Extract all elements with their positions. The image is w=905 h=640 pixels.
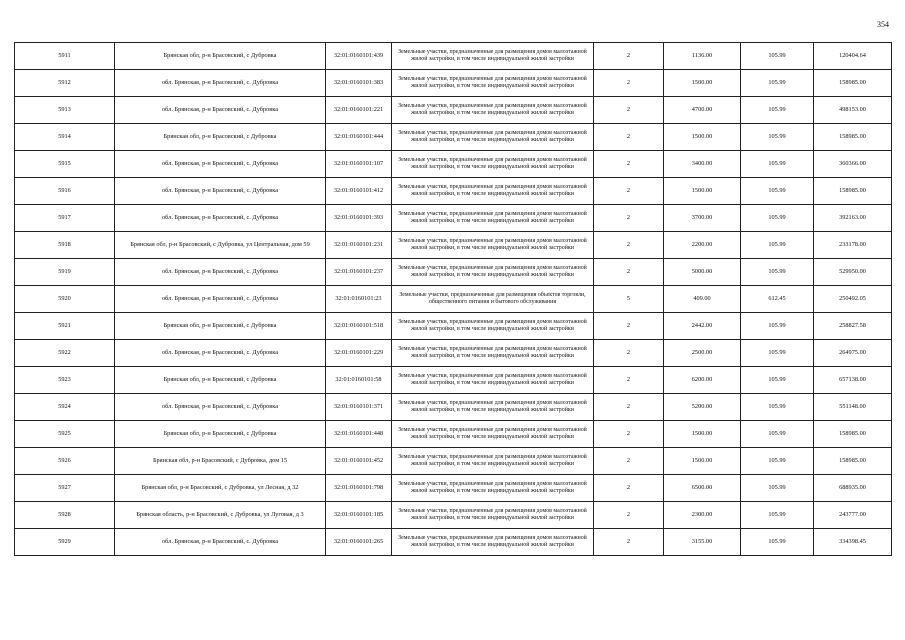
use-group-cell: 2 (594, 151, 664, 178)
address-cell: обл. Брянская, р-н Брасовский, с. Дубровка (115, 151, 326, 178)
cadastral-value-cell: 243777.00 (814, 502, 892, 529)
specific-value-cell: 105.99 (741, 97, 814, 124)
cadastral-value-cell: 392163.00 (814, 205, 892, 232)
address-cell: обл. Брянская, р-н Брасовский, с. Дубровка (115, 529, 326, 556)
cadastral-number-cell: 32:01:0160101:448 (326, 421, 392, 448)
land-use-purpose-cell: Земельные участки, предназначенные для размещения объектов торговли, общественного питания и бытового обслуживания (392, 286, 594, 313)
area-cell: 2200.00 (664, 232, 741, 259)
use-group-cell: 2 (594, 70, 664, 97)
specific-value-cell: 105.99 (741, 151, 814, 178)
address-cell: Брянская область, р-н Брасовский, с Дубровка, ул Луговая, д 3 (115, 502, 326, 529)
specific-value-cell: 105.99 (741, 502, 814, 529)
row-number-cell: 5915 (15, 151, 115, 178)
row-number-cell: 5912 (15, 70, 115, 97)
use-group-cell: 2 (594, 259, 664, 286)
use-group-cell: 2 (594, 124, 664, 151)
cadastral-number-cell: 32:01:0160101:237 (326, 259, 392, 286)
cadastral-number-cell: 32:01:0160101:231 (326, 232, 392, 259)
table-row (15, 178, 892, 205)
use-group-cell: 2 (594, 178, 664, 205)
cadastral-number-cell: 32:01:0160101:23 (326, 286, 392, 313)
area-cell: 5200.00 (664, 394, 741, 421)
use-group-cell: 2 (594, 502, 664, 529)
specific-value-cell: 105.99 (741, 124, 814, 151)
cadastral-number-cell: 32:01:0160101:439 (326, 43, 392, 70)
row-number-cell: 5928 (15, 502, 115, 529)
table-row (15, 367, 892, 394)
cadastral-number-cell: 32:01:0160101:265 (326, 529, 392, 556)
cadastral-value-cell: 264975.00 (814, 340, 892, 367)
page-number: 354 (877, 20, 889, 29)
land-use-purpose-cell: Земельные участки, предназначенные для размещения домов малоэтажной жилой застройки, в том числе индивидуальной жилой застройки (392, 394, 594, 421)
row-number-cell: 5919 (15, 259, 115, 286)
land-use-purpose-cell: Земельные участки, предназначенные для размещения домов малоэтажной жилой застройки, в том числе индивидуальной жилой застройки (392, 313, 594, 340)
area-cell: 6200.00 (664, 367, 741, 394)
row-number-cell: 5927 (15, 475, 115, 502)
cadastral-number-cell: 32:01:0160101:518 (326, 313, 392, 340)
table-row (15, 448, 892, 475)
specific-value-cell: 105.99 (741, 205, 814, 232)
row-number-cell: 5924 (15, 394, 115, 421)
table-row (15, 502, 892, 529)
specific-value-cell: 105.99 (741, 475, 814, 502)
cadastral-number-cell: 32:01:0160101:452 (326, 448, 392, 475)
land-use-purpose-cell: Земельные участки, предназначенные для размещения домов малоэтажной жилой застройки, в том числе индивидуальной жилой застройки (392, 529, 594, 556)
area-cell: 1500.00 (664, 421, 741, 448)
specific-value-cell: 105.99 (741, 313, 814, 340)
row-number-cell: 5913 (15, 97, 115, 124)
address-cell: обл. Брянская, р-н Брасовский, с. Дубровка (115, 97, 326, 124)
address-cell: обл. Брянская, р-н Брасовский, с. Дубровка (115, 286, 326, 313)
address-cell: Брянская обл, р-н Брасовский, с Дубровка, ул Лесная, д 32 (115, 475, 326, 502)
cadastral-value-cell: 688935.00 (814, 475, 892, 502)
cadastral-value-cell: 158985.00 (814, 448, 892, 475)
land-use-purpose-cell: Земельные участки, предназначенные для размещения домов малоэтажной жилой застройки, в том числе индивидуальной жилой застройки (392, 421, 594, 448)
specific-value-cell: 105.99 (741, 421, 814, 448)
land-use-purpose-cell: Земельные участки, предназначенные для размещения домов малоэтажной жилой застройки, в том числе индивидуальной жилой застройки (392, 448, 594, 475)
cadastral-value-cell: 158985.00 (814, 178, 892, 205)
area-cell: 6500.00 (664, 475, 741, 502)
row-number-cell: 5922 (15, 340, 115, 367)
address-cell: Брянская обл, р-н Брасовский, с Дубровка (115, 43, 326, 70)
area-cell: 2442.00 (664, 313, 741, 340)
address-cell: обл. Брянская, р-н Брасовский, с. Дубровка (115, 178, 326, 205)
area-cell: 2500.00 (664, 340, 741, 367)
row-number-cell: 5916 (15, 178, 115, 205)
row-number-cell: 5926 (15, 448, 115, 475)
area-cell: 1136.00 (664, 43, 741, 70)
use-group-cell: 2 (594, 394, 664, 421)
address-cell: Брянская обл, р-н Брасовский, с Дубровка, ул Центральная, дом 59 (115, 232, 326, 259)
land-use-purpose-cell: Земельные участки, предназначенные для размещения домов малоэтажной жилой застройки, в том числе индивидуальной жилой застройки (392, 151, 594, 178)
area-cell: 1500.00 (664, 448, 741, 475)
land-use-purpose-cell: Земельные участки, предназначенные для размещения домов малоэтажной жилой застройки, в том числе индивидуальной жилой застройки (392, 43, 594, 70)
use-group-cell: 5 (594, 286, 664, 313)
row-number-cell: 5923 (15, 367, 115, 394)
table-row (15, 43, 892, 70)
land-use-purpose-cell: Земельные участки, предназначенные для размещения домов малоэтажной жилой застройки, в том числе индивидуальной жилой застройки (392, 124, 594, 151)
use-group-cell: 2 (594, 340, 664, 367)
use-group-cell: 2 (594, 313, 664, 340)
area-cell: 2300.00 (664, 502, 741, 529)
cadastral-value-cell: 529950.00 (814, 259, 892, 286)
row-number-cell: 5917 (15, 205, 115, 232)
address-cell: Брянская обл, р-н Брасовский, с Дубровка (115, 124, 326, 151)
use-group-cell: 2 (594, 97, 664, 124)
area-cell: 3400.00 (664, 151, 741, 178)
use-group-cell: 2 (594, 529, 664, 556)
cadastral-number-cell: 32:01:0160101:798 (326, 475, 392, 502)
row-number-cell: 5925 (15, 421, 115, 448)
cadastral-number-cell: 32:01:0160101:444 (326, 124, 392, 151)
row-number-cell: 5914 (15, 124, 115, 151)
cadastral-value-cell: 334398.45 (814, 529, 892, 556)
cadastral-value-cell: 360366.00 (814, 151, 892, 178)
cadastral-number-cell: 32:01:0160101:185 (326, 502, 392, 529)
cadastral-number-cell: 32:01:0160101:221 (326, 97, 392, 124)
row-number-cell: 5918 (15, 232, 115, 259)
cadastral-value-cell: 158985.00 (814, 124, 892, 151)
specific-value-cell: 105.99 (741, 340, 814, 367)
address-cell: Брянская обл, р-н Брасовский, с Дубровка (115, 313, 326, 340)
area-cell: 1500.00 (664, 70, 741, 97)
land-use-purpose-cell: Земельные участки, предназначенные для размещения домов малоэтажной жилой застройки, в том числе индивидуальной жилой застройки (392, 367, 594, 394)
area-cell: 3700.00 (664, 205, 741, 232)
table-row (15, 151, 892, 178)
area-cell: 409.00 (664, 286, 741, 313)
specific-value-cell: 105.99 (741, 43, 814, 70)
table-row (15, 259, 892, 286)
table-row (15, 421, 892, 448)
specific-value-cell: 105.99 (741, 367, 814, 394)
area-cell: 1500.00 (664, 124, 741, 151)
address-cell: Брянская обл, р-н Брасовский, с Дубровка (115, 421, 326, 448)
specific-value-cell: 105.99 (741, 232, 814, 259)
use-group-cell: 2 (594, 367, 664, 394)
land-use-purpose-cell: Земельные участки, предназначенные для размещения домов малоэтажной жилой застройки, в том числе индивидуальной жилой застройки (392, 340, 594, 367)
address-cell: обл. Брянская, р-н Брасовский, с. Дубровка (115, 340, 326, 367)
cadastral-value-cell: 250492.05 (814, 286, 892, 313)
table-row (15, 70, 892, 97)
use-group-cell: 2 (594, 232, 664, 259)
cadastral-number-cell: 32:01:0160101:229 (326, 340, 392, 367)
table-row (15, 529, 892, 556)
use-group-cell: 2 (594, 421, 664, 448)
row-number-cell: 5929 (15, 529, 115, 556)
area-cell: 4700.00 (664, 97, 741, 124)
land-use-purpose-cell: Земельные участки, предназначенные для размещения домов малоэтажной жилой застройки, в том числе индивидуальной жилой застройки (392, 205, 594, 232)
cadastral-number-cell: 32:01:0160101:383 (326, 70, 392, 97)
cadastral-value-table (14, 42, 892, 556)
table-row (15, 286, 892, 313)
specific-value-cell: 105.99 (741, 529, 814, 556)
cadastral-value-cell: 158985.00 (814, 70, 892, 97)
table-row (15, 340, 892, 367)
table-body (15, 43, 892, 556)
cadastral-value-cell: 657138.00 (814, 367, 892, 394)
cadastral-value-cell: 233178.00 (814, 232, 892, 259)
address-cell: обл. Брянская, р-н Брасовский, с. Дубровка (115, 259, 326, 286)
specific-value-cell: 105.99 (741, 259, 814, 286)
land-use-purpose-cell: Земельные участки, предназначенные для размещения домов малоэтажной жилой застройки, в том числе индивидуальной жилой застройки (392, 70, 594, 97)
specific-value-cell: 105.99 (741, 448, 814, 475)
land-use-purpose-cell: Земельные участки, предназначенные для размещения домов малоэтажной жилой застройки, в том числе индивидуальной жилой застройки (392, 178, 594, 205)
specific-value-cell: 105.99 (741, 178, 814, 205)
area-cell: 3155.00 (664, 529, 741, 556)
land-use-purpose-cell: Земельные участки, предназначенные для размещения домов малоэтажной жилой застройки, в том числе индивидуальной жилой застройки (392, 232, 594, 259)
cadastral-value-cell: 120404.64 (814, 43, 892, 70)
table-row (15, 97, 892, 124)
table-row (15, 205, 892, 232)
cadastral-number-cell: 32:01:0160101:107 (326, 151, 392, 178)
area-cell: 1500.00 (664, 178, 741, 205)
land-use-purpose-cell: Земельные участки, предназначенные для размещения домов малоэтажной жилой застройки, в том числе индивидуальной жилой застройки (392, 97, 594, 124)
address-cell: обл. Брянская, р-н Брасовский, с. Дубровка (115, 70, 326, 97)
land-use-purpose-cell: Земельные участки, предназначенные для размещения домов малоэтажной жилой застройки, в том числе индивидуальной жилой застройки (392, 502, 594, 529)
use-group-cell: 2 (594, 448, 664, 475)
cadastral-number-cell: 32:01:0160101:58 (326, 367, 392, 394)
land-use-purpose-cell: Земельные участки, предназначенные для размещения домов малоэтажной жилой застройки, в том числе индивидуальной жилой застройки (392, 259, 594, 286)
address-cell: Брянская обл, р-н Брасовский, с Дубровка (115, 367, 326, 394)
cadastral-number-cell: 32:01:0160101:412 (326, 178, 392, 205)
specific-value-cell: 105.99 (741, 70, 814, 97)
table-row (15, 313, 892, 340)
cadastral-value-cell: 158985.00 (814, 421, 892, 448)
area-cell: 5000.00 (664, 259, 741, 286)
specific-value-cell: 612.45 (741, 286, 814, 313)
cadastral-value-cell: 551148.00 (814, 394, 892, 421)
row-number-cell: 5911 (15, 43, 115, 70)
use-group-cell: 2 (594, 43, 664, 70)
table-row (15, 475, 892, 502)
table-row (15, 124, 892, 151)
address-cell: обл. Брянская, р-н Брасовский, с. Дубровка (115, 205, 326, 232)
cadastral-value-cell: 258827.58 (814, 313, 892, 340)
cadastral-number-cell: 32:01:0160101:371 (326, 394, 392, 421)
land-use-purpose-cell: Земельные участки, предназначенные для размещения домов малоэтажной жилой застройки, в том числе индивидуальной жилой застройки (392, 475, 594, 502)
use-group-cell: 2 (594, 475, 664, 502)
address-cell: Брянская обл, р-н Брасовский, с Дубровка, дом 15 (115, 448, 326, 475)
table-row (15, 232, 892, 259)
table-row (15, 394, 892, 421)
cadastral-number-cell: 32:01:0160101:393 (326, 205, 392, 232)
use-group-cell: 2 (594, 205, 664, 232)
specific-value-cell: 105.99 (741, 394, 814, 421)
cadastral-value-cell: 498153.00 (814, 97, 892, 124)
row-number-cell: 5920 (15, 286, 115, 313)
row-number-cell: 5921 (15, 313, 115, 340)
address-cell: обл. Брянская, р-н Брасовский, с. Дубровка (115, 394, 326, 421)
